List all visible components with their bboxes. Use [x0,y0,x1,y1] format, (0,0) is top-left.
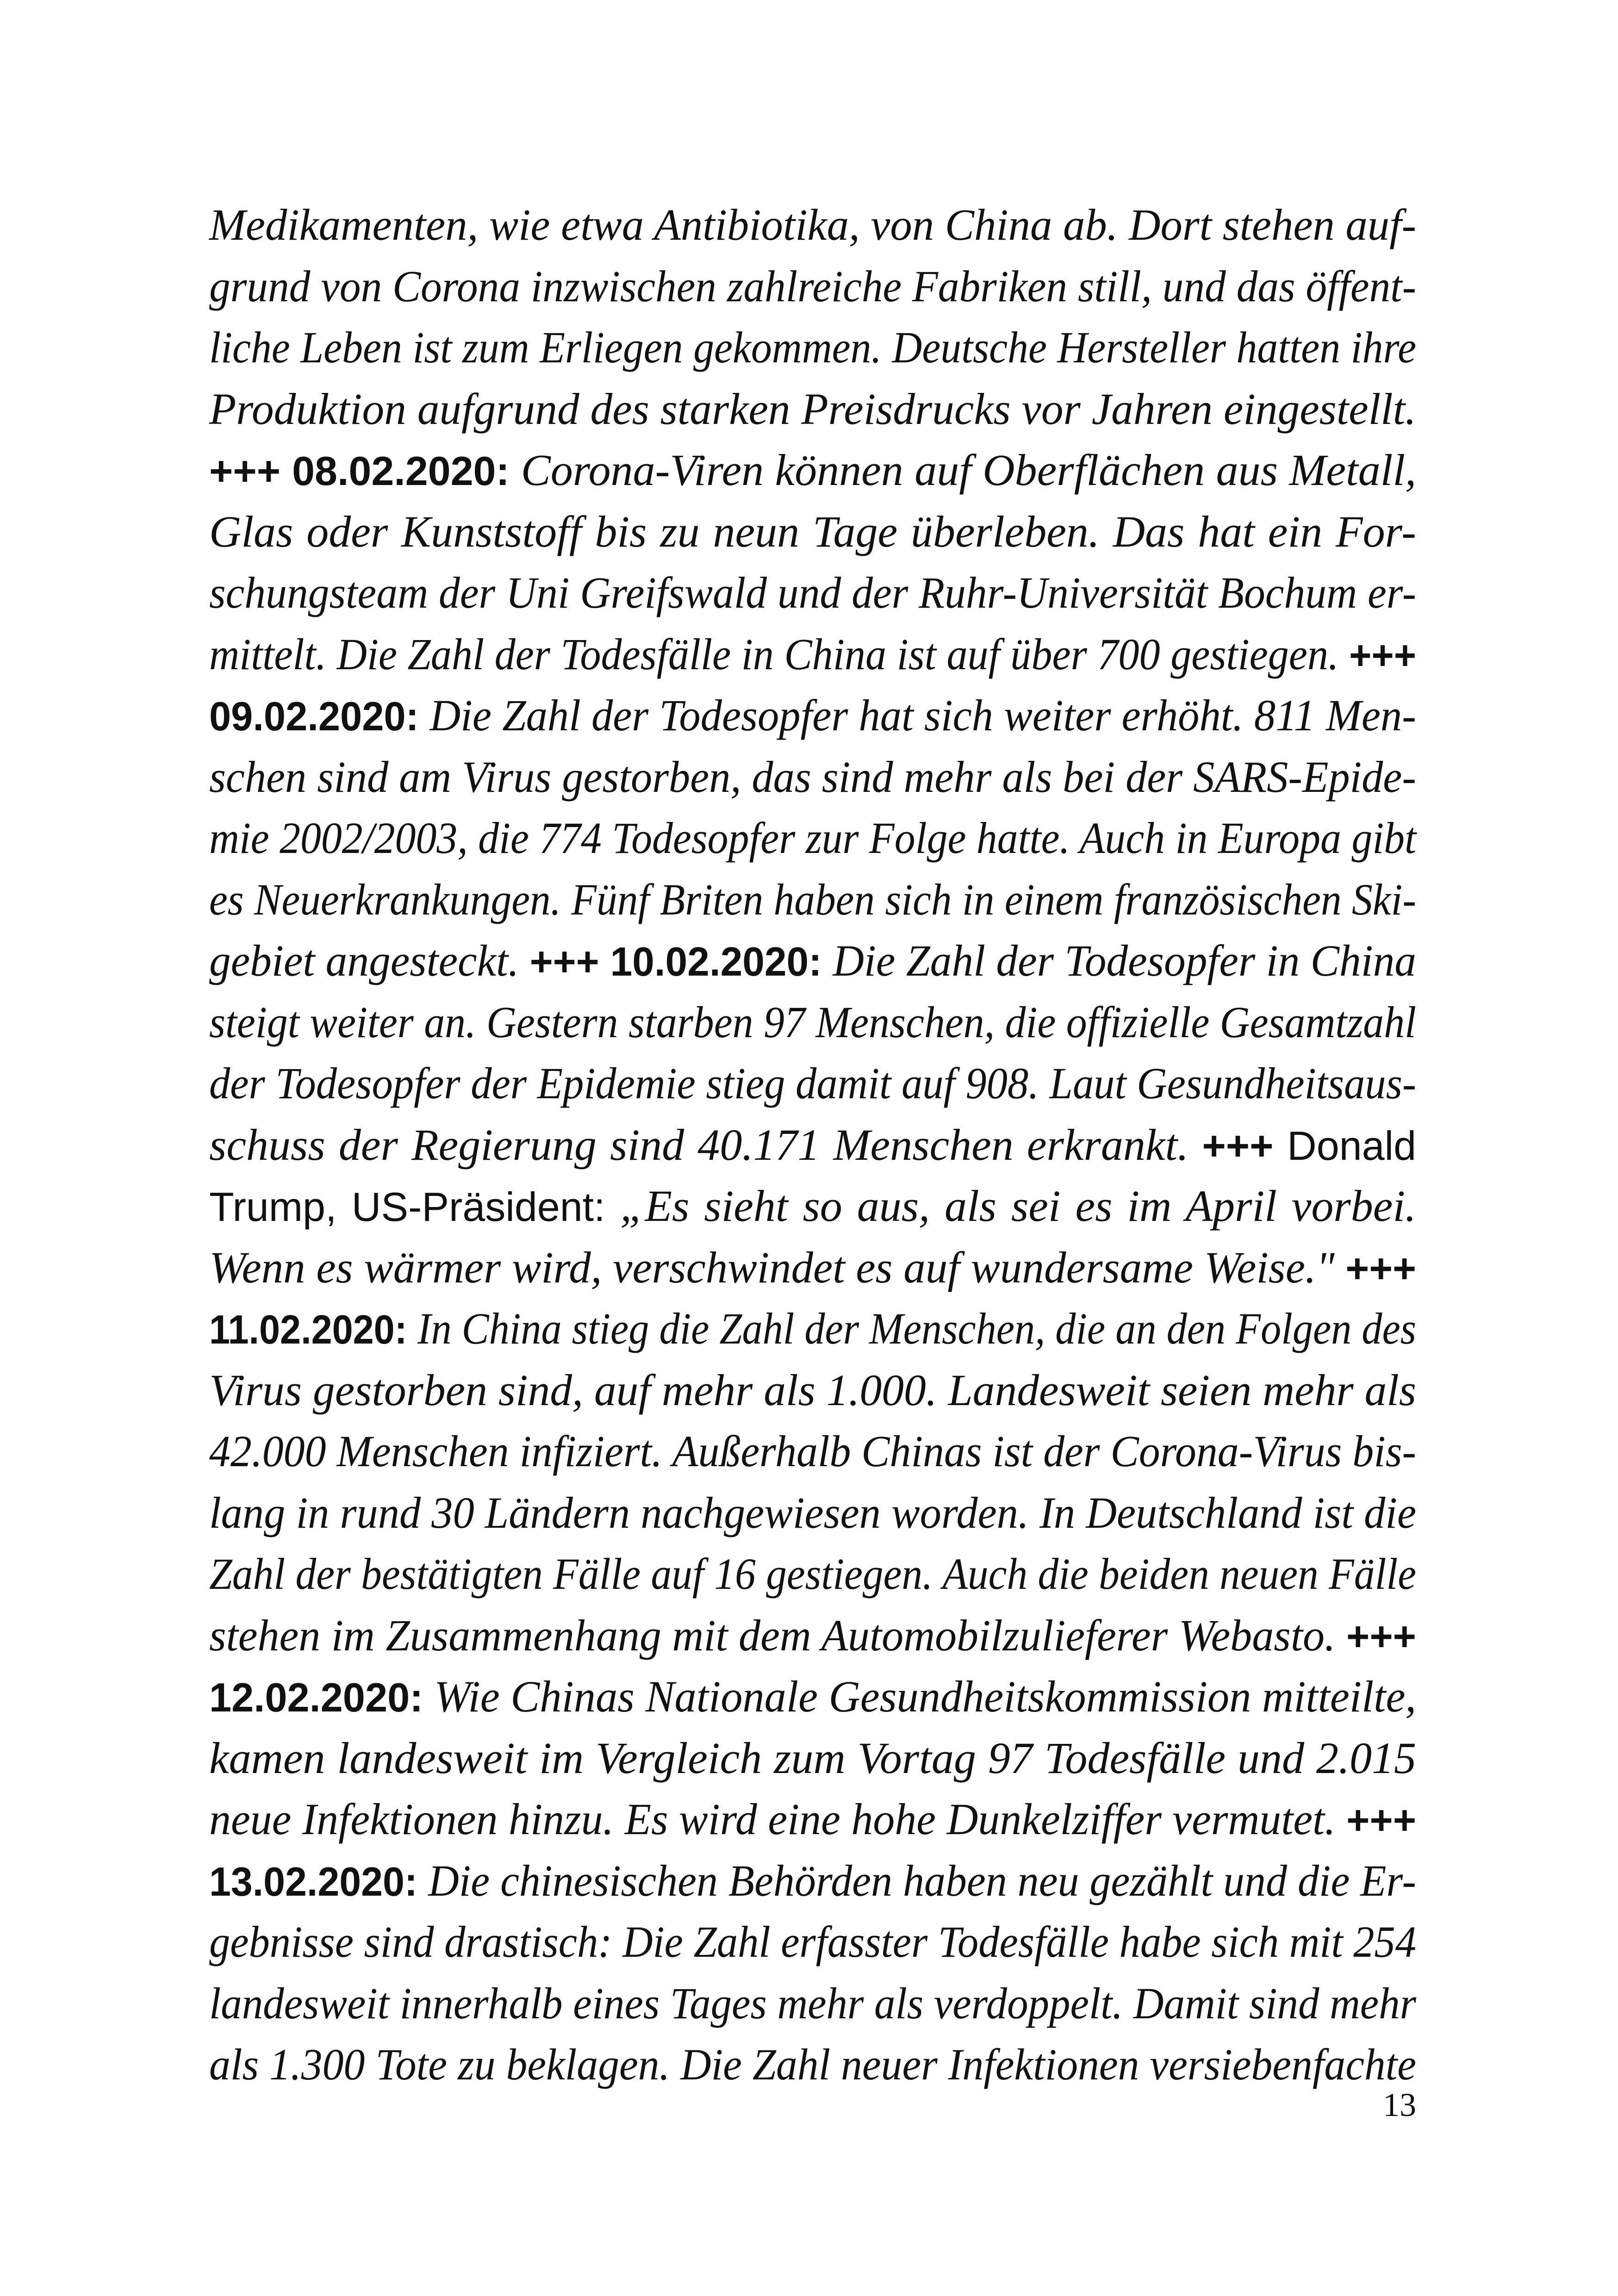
text-segment: Die chinesischen Behörden haben neu gezählt und die Er- [428,1855,1416,1905]
page-number: 13 [1383,2086,1416,2123]
text-line [209,1360,1416,1421]
text-segment: lang in rund 30 Ländern nachgewiesen worden. In Deutschland ist die [209,1487,1416,1537]
date-marker: +++ [1346,1797,1416,1843]
text-line [209,1176,1416,1237]
date-marker: 13.02.2020: [209,1858,429,1904]
text-line [209,1973,1416,2035]
text-line [209,1850,1416,1912]
date-marker: +++ 08.02.2020: [209,448,521,494]
text-line [209,1911,1416,1973]
text-segment: Produktion aufgrund des starken Preisdrucks vor Jahren eingestellt. [209,384,1416,434]
text-line [209,808,1416,869]
text-segment: der Todesopfer der Epidemie stieg damit auf 908. Laut Gesundheitsaus- [209,1058,1416,1108]
date-marker: 11.02.2020: [209,1307,418,1352]
text-segment: landesweit innerhalb eines Tages mehr als verdoppelt. Damit sind mehr [209,1978,1416,2028]
text-line [209,2034,1416,2096]
date-marker: +++ [1345,1245,1416,1291]
text-segment: gebnisse sind drastisch: Die Zahl erfasster Todesfälle habe sich mit 254 [209,1917,1416,1966]
text-line [209,1543,1416,1605]
text-segment: Virus gestorben sind, auf mehr als 1.000. Landesweit seien mehr als [209,1365,1416,1415]
text-line [209,930,1416,992]
text-segment: Glas oder Kunststoff bis zu neun Tage überleben. Das hat ein For- [209,506,1416,556]
text-line [209,379,1416,440]
text-segment: schuss der Regierung sind 40.171 Menschen erkrankt. [209,1120,1202,1170]
text-segment: Die Zahl der Todesopfer in China [833,936,1416,985]
text-segment: 42.000 Menschen infiziert. Außerhalb Chinas ist der Corona-Virus bis- [209,1426,1416,1476]
text-line [209,1789,1416,1850]
date-marker: +++ [1346,1613,1416,1659]
text-segment: Die Zahl der Todesopfer hat sich weiter erhöht. 811 Men- [429,691,1416,740]
text-line [209,440,1416,501]
text-line [209,1421,1416,1482]
text-segment: mie 2002/2003, die 774 Todesopfer zur Folge hatte. Auch in Europa gibt [209,813,1416,863]
text-line [209,1298,1416,1360]
text-segment: neue Infektionen hinzu. Es wird eine hohe Dunkelziffer vermutet. [209,1794,1347,1844]
text-segment: Corona-Viren können auf Oberflächen aus Metall, [521,445,1417,495]
text-line [209,501,1416,563]
text-line [209,1482,1416,1544]
text-segment: Zahl der bestätigten Fälle auf 16 gestiegen. Auch die beiden neuen Fälle [209,1549,1416,1599]
date-marker: 09.02.2020: [209,693,430,739]
text-line [209,1605,1416,1667]
text-segment: Donald [1287,1122,1417,1169]
text-line [209,1728,1416,1789]
text-line [209,992,1416,1053]
text-segment: liche Leben ist zum Erliegen gekommen. Deutsche Hersteller hatten ihre [209,323,1416,372]
text-segment: steigt weiter an. Gestern starben 97 Menschen, die offizielle Gesamtzahl [209,997,1416,1047]
text-segment: gebiet angesteckt. [209,936,530,985]
text-segment: schungsteam der Uni Greifswald und der Ruhr-Universität Bochum er- [209,568,1416,617]
text-line [209,1237,1416,1299]
text-segment: als 1.300 Tote zu beklagen. Die Zahl neuer Infektionen versiebenfachte [209,2040,1416,2089]
text-segment: schen sind am Virus gestorben, das sind mehr als bei der SARS-Epide- [209,752,1416,802]
text-line [209,624,1416,685]
text-segment: es Neuerkrankungen. Fünf Briten haben sich in einem französischen Ski- [209,874,1416,924]
date-marker: 12.02.2020: [209,1674,435,1720]
text-line [209,317,1416,379]
text-segment: Wenn es wärmer wird, verschwindet es auf wundersame Weise." [209,1242,1346,1292]
text-segment: Wie Chinas Nationale Gesundheitskommission mitteilte, [434,1672,1416,1721]
text-line [209,869,1416,931]
text-line [209,1114,1416,1176]
text-segment: Trump, US-Präsident: [209,1184,620,1230]
date-marker: +++ [1202,1122,1288,1169]
text-segment: stehen im Zusammenhang mit dem Automobilzulieferer Webasto. [209,1610,1346,1660]
text-line [209,194,1416,256]
text-segment: kamen landesweit im Vergleich zum Vortag 97 Todesfälle und 2.015 [209,1733,1416,1783]
text-segment: In China stieg die Zahl der Menschen, die an den Folgen des [417,1304,1416,1353]
text-segment: „Es sieht so aus, als sei es im April vorbei. [620,1181,1417,1231]
date-marker: +++ 10.02.2020: [529,939,833,984]
text-line [209,256,1416,317]
date-marker: +++ [1349,632,1416,678]
text-line [209,1666,1416,1728]
body-text [209,194,1416,2096]
text-line [209,685,1416,747]
text-segment: grund von Corona inzwischen zahlreiche Fabriken still, und das öffent- [209,261,1416,311]
text-segment: mittelt. Die Zahl der Todesfälle in China ist auf über 700 gestiegen. [209,629,1350,679]
text-segment: Medikamenten, wie etwa Antibiotika, von China ab. Dort stehen auf- [209,200,1416,249]
text-line [209,747,1416,808]
text-line [209,562,1416,624]
text-line [209,1053,1416,1114]
